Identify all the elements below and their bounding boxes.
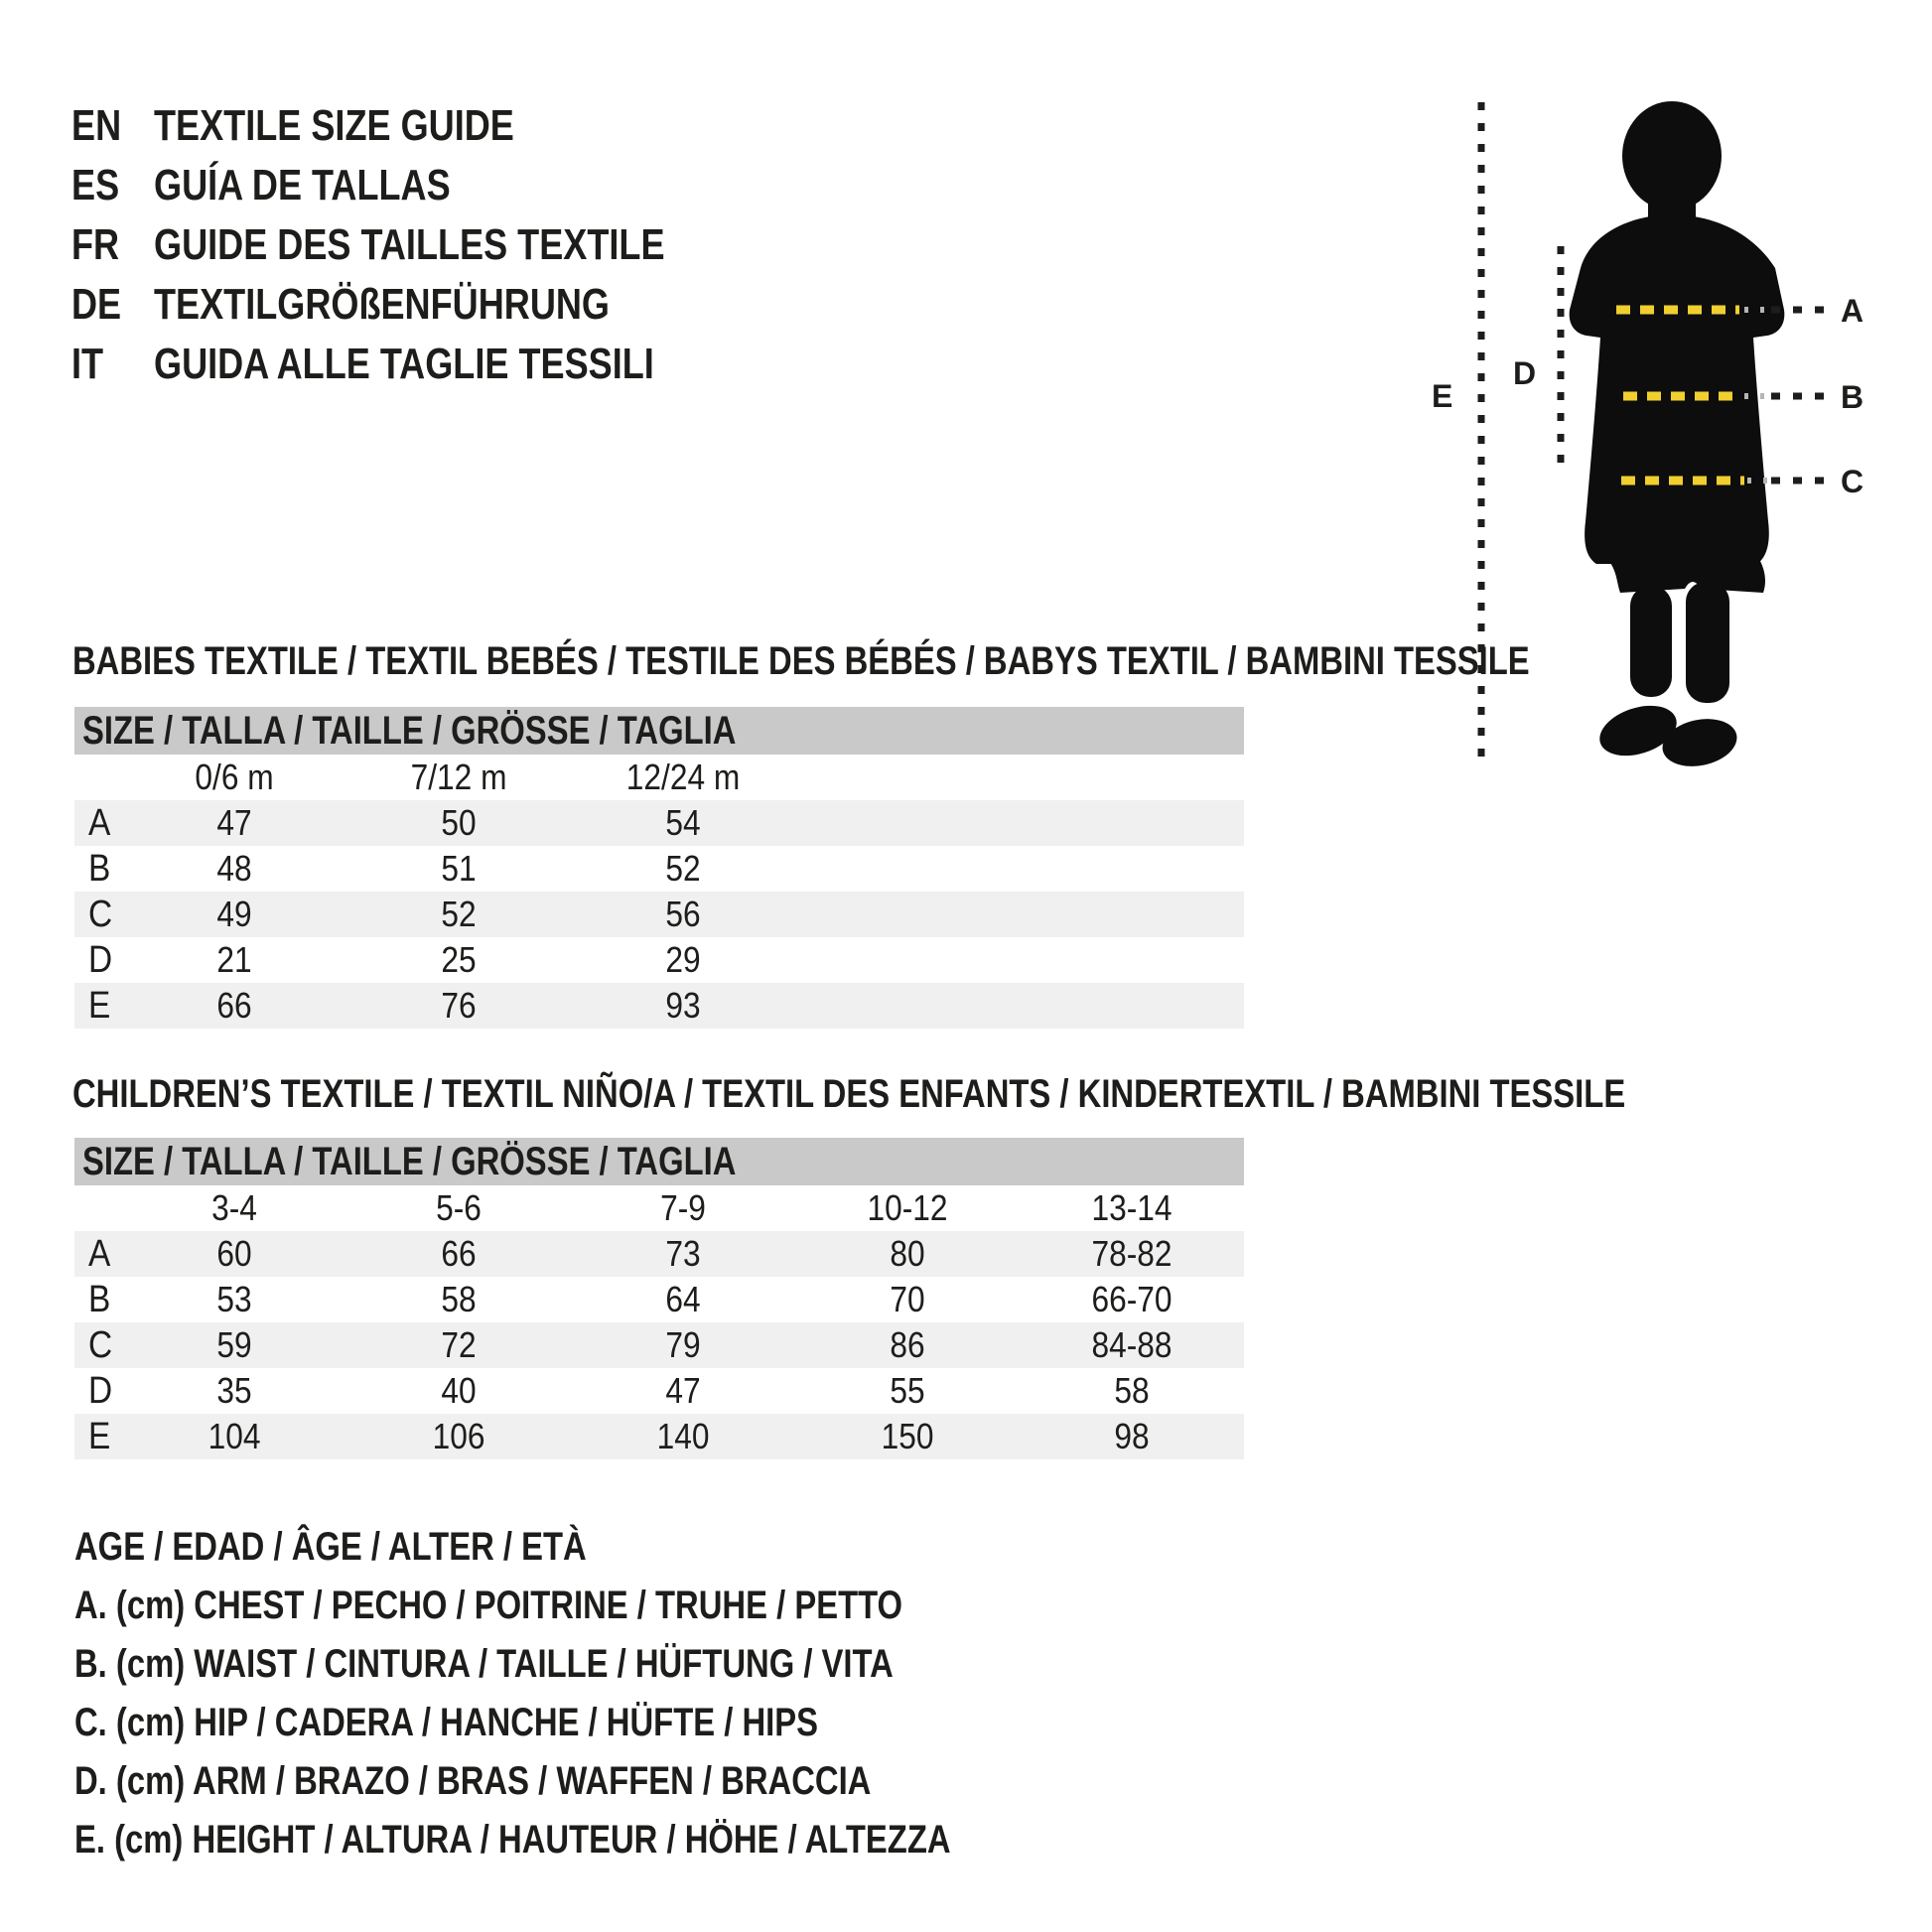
table-row [74, 1231, 1244, 1277]
table-cell: 98 [1114, 1416, 1150, 1456]
row-label: C [88, 1324, 113, 1366]
table-cell: 78-82 [1091, 1233, 1173, 1274]
children-size-header-bar: SIZE / TALLA / TAILLE / GRÖSSE / TAGLIA [74, 1138, 1244, 1185]
table-cell: 84-88 [1091, 1324, 1173, 1365]
language-title: TEXTILGRÖßENFÜHRUNG [154, 280, 611, 329]
table-cell: 150 [881, 1416, 934, 1456]
language-row [71, 275, 776, 335]
row-label: D [88, 939, 113, 981]
table-cell: 66 [216, 985, 252, 1026]
legend-line-hip: C. (cm) HIP / CADERA / HANCHE / HÜFTE / HIPS [74, 1701, 819, 1744]
legend-line-chest: A. (cm) CHEST / PECHO / POITRINE / TRUHE / PETTO [74, 1584, 903, 1627]
measurement-legend [74, 1518, 1143, 1869]
legend-line-age: AGE / EDAD / ÂGE / ALTER / ETÀ [74, 1525, 587, 1569]
table-cell: 58 [1114, 1370, 1150, 1411]
legend-line-height: E. (cm) HEIGHT / ALTURA / HAUTEUR / HÖHE / ALTEZZA [74, 1818, 951, 1862]
table-cell: 40 [441, 1370, 477, 1411]
table-cell: 49 [216, 894, 252, 934]
language-row [71, 96, 776, 156]
table-row [74, 1322, 1244, 1368]
language-code: ES [71, 161, 120, 209]
table-cell: 29 [665, 939, 701, 980]
row-label: A [88, 802, 111, 844]
row-label: E [88, 985, 111, 1027]
children-size-table [74, 1138, 1244, 1459]
table-row [74, 892, 1244, 937]
table-cell: 48 [216, 848, 252, 889]
figure-label-c: C [1841, 464, 1864, 499]
legend-line-waist: B. (cm) WAIST / CINTURA / TAILLE / HÜFTUNG / VITA [74, 1642, 894, 1686]
legend-line-arm: D. (cm) ARM / BRAZO / BRAS / WAFFEN / BRACCIA [74, 1759, 872, 1803]
figure-label-b: B [1841, 379, 1864, 415]
language-code: IT [71, 340, 104, 388]
table-row [74, 983, 1244, 1029]
table-cell: 72 [441, 1324, 477, 1365]
row-label: A [88, 1233, 111, 1275]
table-cell: 104 [207, 1416, 261, 1456]
table-cell: 52 [441, 894, 477, 934]
row-label: B [88, 1279, 111, 1320]
table-cell: 56 [665, 894, 701, 934]
language-row [71, 335, 776, 394]
babies-size-header-bar: SIZE / TALLA / TAILLE / GRÖSSE / TAGLIA [74, 707, 1244, 755]
table-cell: 140 [656, 1416, 710, 1456]
figure-label-a: A [1841, 293, 1864, 329]
table-cell: 47 [216, 802, 252, 843]
babies-size-table [74, 707, 1244, 1029]
column-header: 5-6 [436, 1187, 482, 1228]
table-cell: 76 [441, 985, 477, 1026]
table-cell: 93 [665, 985, 701, 1026]
table-cell: 50 [441, 802, 477, 843]
language-row [71, 215, 776, 275]
figure-label-d: D [1513, 355, 1537, 391]
table-cell: 59 [216, 1324, 252, 1365]
column-header: 13-14 [1091, 1187, 1173, 1228]
children-column-headers [74, 1185, 1244, 1231]
table-cell: 35 [216, 1370, 252, 1411]
table-cell: 80 [890, 1233, 925, 1274]
column-header: 12/24 m [625, 757, 741, 797]
table-cell: 25 [441, 939, 477, 980]
table-cell: 106 [432, 1416, 485, 1456]
table-cell: 54 [665, 802, 701, 843]
table-cell: 21 [216, 939, 252, 980]
language-code: EN [71, 101, 122, 150]
language-row [71, 156, 776, 215]
table-cell: 79 [665, 1324, 701, 1365]
column-header: 7-9 [660, 1187, 706, 1228]
language-title: TEXTILE SIZE GUIDE [154, 101, 514, 150]
language-list [71, 96, 776, 394]
table-cell: 60 [216, 1233, 252, 1274]
language-code: DE [71, 280, 122, 329]
column-header: 0/6 m [195, 757, 274, 797]
row-label: D [88, 1370, 113, 1412]
children-section-title: CHILDREN’S TEXTILE / TEXTIL NIÑO/A / TEXTIL DES ENFANTS / KINDERTEXTIL / BAMBINI TESSILE [72, 1072, 1626, 1116]
table-cell: 47 [665, 1370, 701, 1411]
language-title: GUIDA ALLE TAGLIE TESSILI [154, 340, 654, 388]
table-row [74, 937, 1244, 983]
table-cell: 73 [665, 1233, 701, 1274]
table-cell: 66 [441, 1233, 477, 1274]
row-label: B [88, 848, 111, 890]
row-label: E [88, 1416, 111, 1457]
language-title: GUÍA DE TALLAS [154, 161, 451, 209]
babies-section-title: BABIES TEXTILE / TEXTIL BEBÉS / TESTILE DES BÉBÉS / BABYS TEXTIL / BAMBINI TESSILE [72, 639, 1530, 683]
table-row [74, 800, 1244, 846]
table-cell: 53 [216, 1279, 252, 1319]
language-code: FR [71, 220, 120, 269]
table-row [74, 1277, 1244, 1322]
row-label: C [88, 894, 113, 935]
table-cell: 55 [890, 1370, 925, 1411]
table-row [74, 846, 1244, 892]
column-header: 7/12 m [410, 757, 507, 797]
table-cell: 64 [665, 1279, 701, 1319]
babies-column-headers [74, 755, 1244, 800]
figure-label-e: E [1432, 378, 1453, 414]
language-title: GUIDE DES TAILLES TEXTILE [154, 220, 665, 269]
table-row [74, 1414, 1244, 1459]
table-cell: 66-70 [1091, 1279, 1173, 1319]
table-cell: 58 [441, 1279, 477, 1319]
table-cell: 86 [890, 1324, 925, 1365]
table-cell: 52 [665, 848, 701, 889]
table-cell: 70 [890, 1279, 925, 1319]
table-row [74, 1368, 1244, 1414]
table-cell: 51 [441, 848, 477, 889]
column-header: 10-12 [867, 1187, 948, 1228]
column-header: 3-4 [211, 1187, 257, 1228]
